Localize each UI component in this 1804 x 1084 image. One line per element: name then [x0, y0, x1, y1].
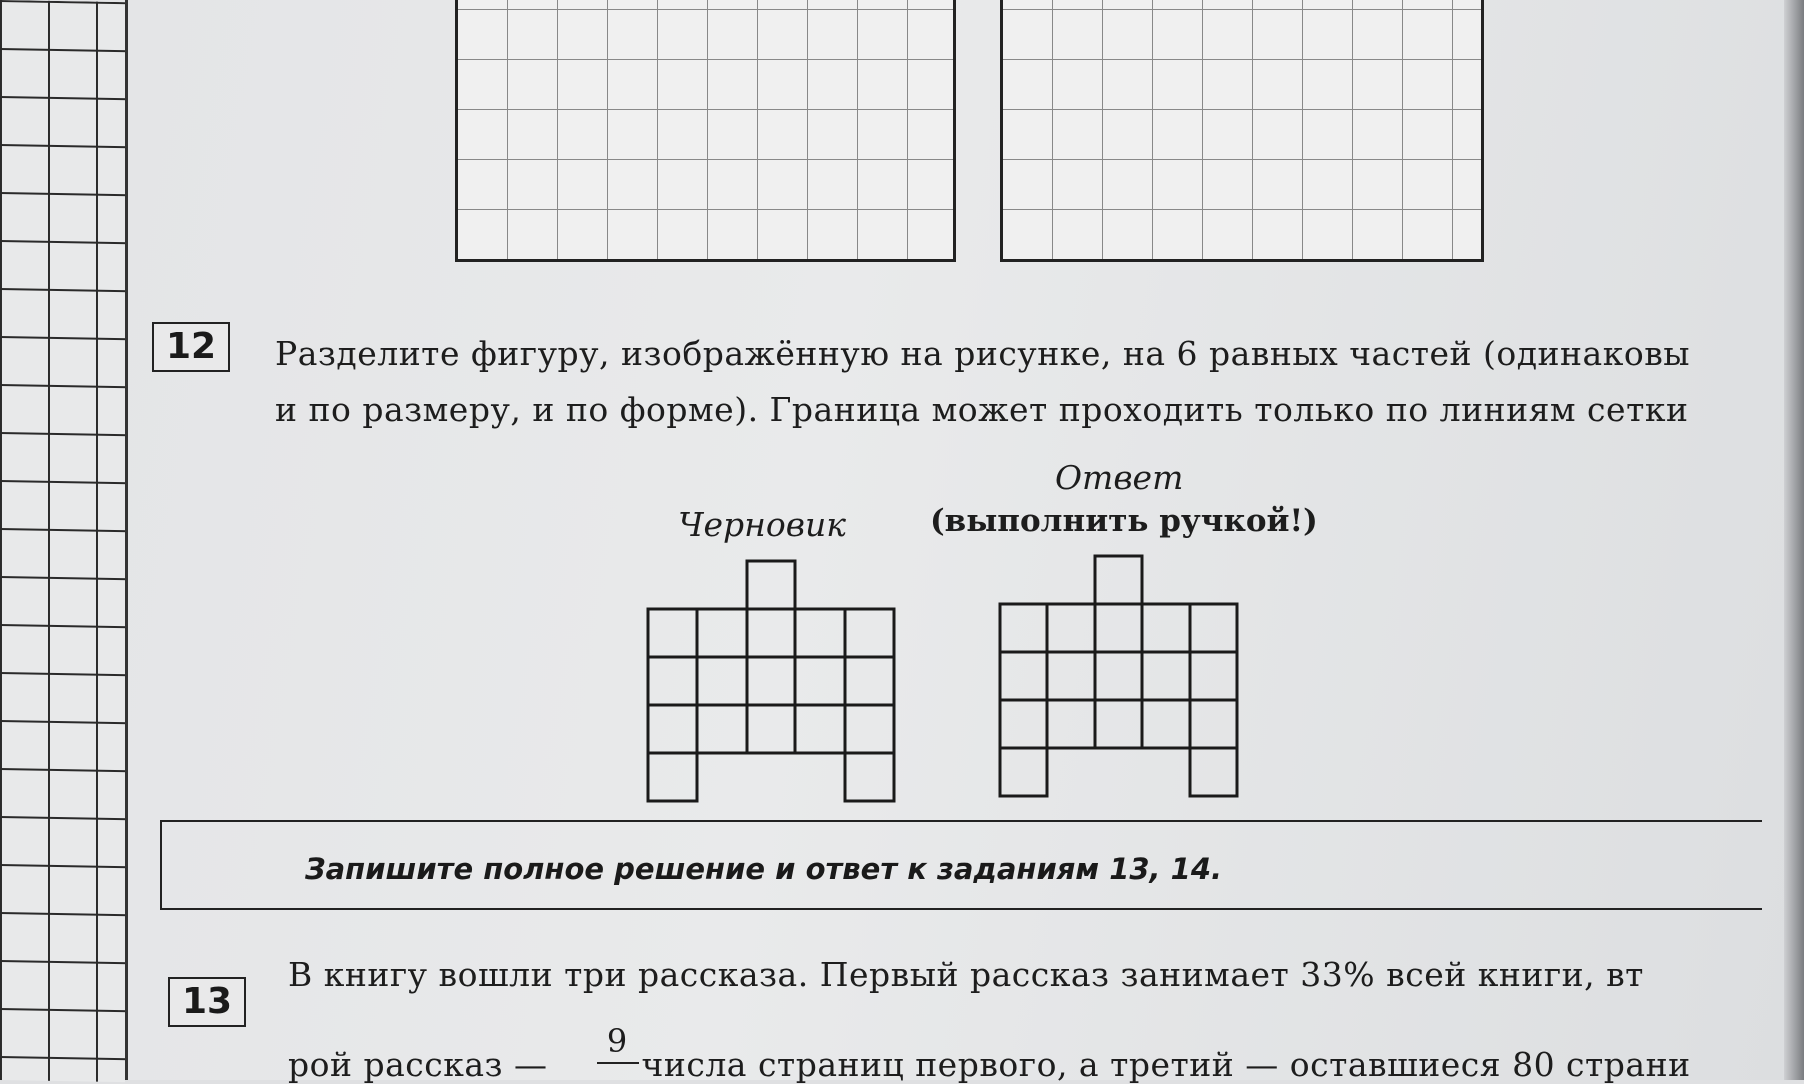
answer-figure[interactable]: [997, 553, 1247, 803]
task12-text-line1: Разделите фигуру, изображённую на рисунке, на 6 равных частей (одинаковы: [275, 334, 1691, 373]
section-instruction: Запишите полное решение и ответ к заданиям 13, 14.: [305, 852, 1223, 886]
draft-figure[interactable]: [645, 558, 905, 808]
margin-grid: [0, 0, 125, 1082]
answer-label: Ответ: [1055, 458, 1184, 497]
task13-line2-end: числа страниц первого, а третий — оставшиеся 80 страни: [641, 1045, 1691, 1084]
previous-task-grid-right: [1000, 0, 1484, 262]
previous-task-grid-left: [455, 0, 956, 262]
fraction-numerator: 9: [606, 1022, 628, 1060]
fraction-bar: [597, 1062, 639, 1064]
task13-text-line2: [288, 1045, 1691, 1084]
task-number-12: 12: [152, 322, 230, 372]
answer-pen-note: (выполнить ручкой!): [930, 503, 1318, 539]
page-edge-shadow: [1784, 0, 1804, 1080]
task12-text-line2: и по размеру, и по форме). Граница может проходить только по линиям сетки: [275, 390, 1689, 429]
margin-line: [125, 0, 128, 1080]
task13-line2-start: рой рассказ —: [288, 1045, 548, 1084]
task-number-13: 13: [168, 977, 246, 1027]
task13-text-line1: В книгу вошли три рассказа. Первый рассказ занимает 33% всей книги, вт: [288, 955, 1644, 994]
draft-label: Черновик: [678, 505, 846, 544]
